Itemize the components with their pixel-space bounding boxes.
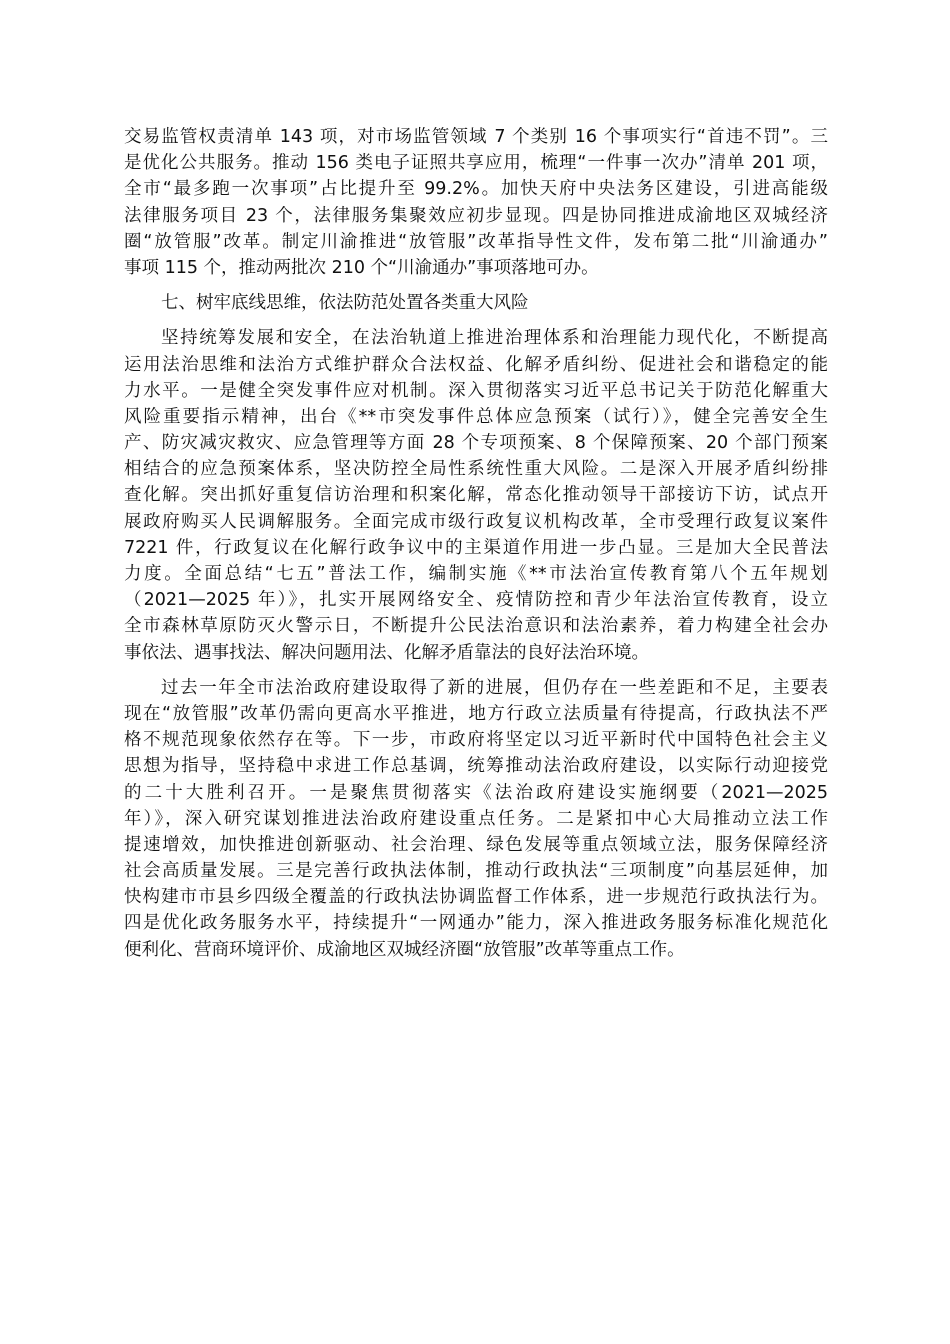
text-line: 事项 115 个，推动两批次 210 个“川渝通办”事项落地可办。 [124, 257, 599, 278]
text-line: 7221 件，行政复议在化解行政争议中的主渠道作用进一步凸显。三是加大全民普法 [124, 537, 828, 558]
text-line: 交易监管权责清单 143 项，对市场监管领域 7 个类别 16 个事项实行“首违不罚”。三 [124, 127, 828, 147]
text-line: 格不规范现象依然存在等。下一步，市政府将坚定以习近平新时代中国特色社会主义 [124, 730, 828, 751]
paragraph-summary-next-steps [124, 675, 828, 963]
text-line: （2021—2025 年）》，扎实开展网络安全、疫情防控和青少年法治宣传教育，设立 [124, 590, 828, 611]
text-line: 圈“放管服”改革。制定川渝推进“放管服”改革指导性文件，发布第二批“川渝通办” [124, 231, 828, 252]
text-line: 快构建市市县乡四级全覆盖的行政执法协调监督工作体系，进一步规范行政执法行为。 [124, 887, 828, 908]
text-line: 年）》，深入研究谋划推进法治政府建设重点任务。二是紧扣中心大局推动立法工作 [124, 808, 828, 829]
text-line: 坚持统筹发展和安全，在法治轨道上推进治理体系和治理能力现代化，不断提高 [161, 328, 828, 349]
text-line: 的二十大胜利召开。一是聚焦贯彻落实《法治政府建设实施纲要（2021—2025 [124, 782, 828, 803]
text-line: 思想为指导，坚持稳中求进工作总基调，统筹推动法治政府建设，以实际行动迎接党 [124, 756, 828, 777]
text-line: 法律服务项目 23 个，法律服务集聚效应初步显现。四是协同推进成渝地区双城经济 [124, 205, 828, 226]
text-line: 风险重要指示精神，出台《**市突发事件总体应急预案（试行）》，健全完善安全生 [124, 406, 828, 427]
text-line: 运用法治思维和法治方式维护群众合法权益、化解矛盾纠纷、促进社会和谐稳定的能 [124, 354, 828, 375]
text-line: 四是优化政务服务水平，持续提升“一网通办”能力，深入推进政务服务标准化规范化 [124, 913, 828, 934]
text-line: 过去一年全市法治政府建设取得了新的进展，但仍存在一些差距和不足，主要表 [161, 677, 828, 698]
text-line: 是优化公共服务。推动 156 类电子证照共享应用，梳理“一件事一次办”清单 201 项， [124, 153, 828, 174]
text-line: 便利化、营商环境评价、成渝地区双城经济圈“放管服”改革等重点工作。 [124, 939, 685, 960]
text-line: 相结合的应急预案体系，坚决防控全局性系统性重大风险。二是深入开展矛盾纠纷排 [124, 459, 828, 480]
paragraph-public-services [124, 124, 828, 281]
text-line: 全市森林草原防灭火警示日，不断提升公民法治意识和法治素养，着力构建全社会办 [124, 616, 828, 637]
document-page [124, 124, 828, 963]
text-line: 全市“最多跑一次事项”占比提升至 99.2%。加快天府中央法务区建设，引进高能级 [124, 179, 828, 200]
section-heading: 七、树牢底线思维，依法防范处置各类重大风险 [161, 293, 529, 314]
text-line: 现在“放管服”改革仍需向更高水平推进，地方行政立法质量有待提高，行政执法不严 [124, 703, 828, 724]
text-line: 查化解。突出抓好重复信访治理和积案化解，常态化推动领导干部接访下访，试点开 [124, 485, 828, 506]
paragraph-risk-prevention [124, 325, 828, 665]
text-line: 产、防灾减灾救灾、应急管理等方面 28 个专项预案、8 个保障预案、20 个部门预案 [124, 433, 828, 454]
text-line: 展政府购买人民调解服务。全面完成市级行政复议机构改革，全市受理行政复议案件 [124, 511, 828, 532]
text-line: 提速增效，加快推进创新驱动、社会治理、绿色发展等重点领域立法，服务保障经济 [124, 834, 828, 855]
text-line: 社会高质量发展。三是完善行政执法体制，推动行政执法“三项制度”向基层延伸，加 [124, 861, 828, 882]
text-line: 力水平。一是健全突发事件应对机制。深入贯彻落实习近平总书记关于防范化解重大 [124, 380, 828, 401]
text-line: 力度。全面总结“七五”普法工作，编制实施《**市法治宣传教育第八个五年规划 [124, 564, 828, 584]
text-line: 事依法、遇事找法、解决问题用法、化解矛盾靠法的良好法治环境。 [124, 642, 649, 663]
